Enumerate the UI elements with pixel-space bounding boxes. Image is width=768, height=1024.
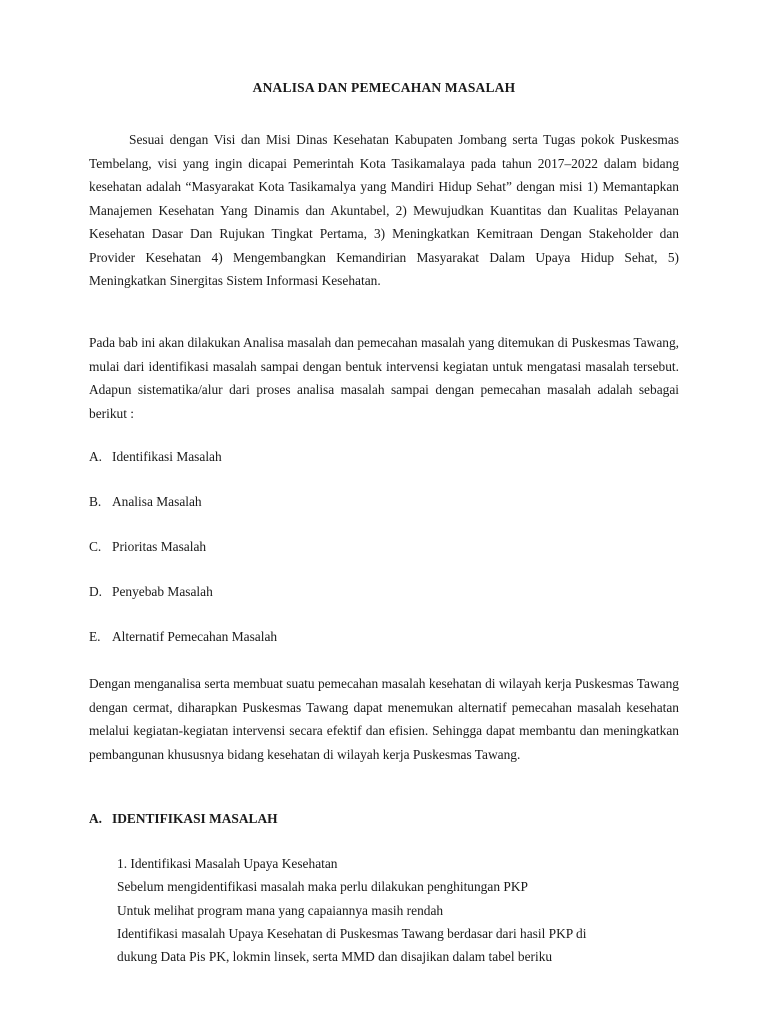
list-marker: D.: [89, 584, 103, 599]
list-marker: E.: [89, 629, 101, 644]
section-content-identifikasi: [117, 852, 586, 968]
text-line: Identifikasi masalah Upaya Kesehatan di Puskesmas Tawang berdasar dari hasil PKP di: [117, 925, 587, 941]
text-line: Sebelum mengidentifikasi masalah maka perlu dilakukan penghitungan PKP: [117, 879, 528, 895]
subheading-upaya-kesehatan: 1. Identifikasi Masalah Upaya Kesehatan: [117, 856, 338, 871]
text-line: Untuk melihat program mana yang capaiannya masih rendah: [117, 902, 444, 918]
list-label: Prioritas Masalah: [112, 539, 207, 554]
list-item-alternatif: [89, 627, 277, 647]
list-item-identifikasi: [89, 447, 222, 467]
list-marker: A.: [89, 449, 103, 464]
section-heading-identifikasi: [89, 809, 278, 829]
list-item-prioritas: [89, 537, 206, 557]
paragraph-visi-misi: Sesuai dengan Visi dan Misi Dinas Kesehatan Kabupaten Jombang serta Tugas pokok Puskesmas Tembelang, visi yang ingin dicapai Pemerintah Kota Tasikamalaya pada tahun 2017–2022 dalam bidang kesehatan adalah “Masyarakat Kota Tasikamalya yang Mandiri Hidup Sehat” dengan misi 1) Memantapkan Manajemen Kesehatan Yang Dinamis dan Akuntabel, 2) Mewujudkan Kuantitas dan Kualitas Pelayanan Kesehatan Dasar Dan Rujukan Tingkat Pertama, 3) Meningkatkan Kemitraan Dengan Stakeholder dan Provider Kesehatan 4) Mengembangkan Kemandirian Masyarakat Dalam Upaya Hidup Sehat, 5) Meningkatkan Sinergitas Sistem Informasi Kesehatan.: [89, 132, 679, 288]
list-item-analisa: [89, 492, 202, 512]
section-title: IDENTIFIKASI MASALAH: [112, 811, 278, 826]
list-marker: C.: [89, 539, 102, 554]
list-label: Identifikasi Masalah: [112, 449, 222, 464]
list-label: Analisa Masalah: [112, 494, 202, 509]
section-marker: A.: [89, 811, 103, 826]
list-marker: B.: [89, 494, 102, 509]
document-title: ANALISA DAN PEMECAHAN MASALAH: [252, 80, 516, 95]
list-item-penyebab: [89, 582, 213, 602]
list-label: Alternatif Pemecahan Masalah: [112, 629, 278, 644]
paragraph-pengantar-bab: Pada bab ini akan dilakukan Analisa masalah dan pemecahan masalah yang ditemukan di Puskesmas Tawang, mulai dari identifikasi masalah sampai dengan bentuk intervensi kegiatan untuk mengatasi masalah tersebut. Adapun sistematika/alur dari proses analisa masalah sampai dengan pemecahan masalah adalah sebagai berikut :: [89, 335, 679, 421]
paragraph-kesimpulan: Dengan menganalisa serta membuat suatu pemecahan masalah kesehatan di wilayah kerja Puskesmas Tawang dengan cermat, diharapkan Puskesmas Tawang dapat menemukan alternatif pemecahan masalah kesehatan melalui kegiatan-kegiatan intervensi secara efektif dan efisien. Sehingga dapat membantu dan meningkatkan pembangunan khususnya bidang kesehatan di wilayah kerja Puskesmas Tawang.: [89, 676, 679, 762]
text-line: dukung Data Pis PK, lokmin linsek, serta MMD dan disajikan dalam tabel beriku: [117, 949, 553, 965]
list-label: Penyebab Masalah: [112, 584, 213, 599]
